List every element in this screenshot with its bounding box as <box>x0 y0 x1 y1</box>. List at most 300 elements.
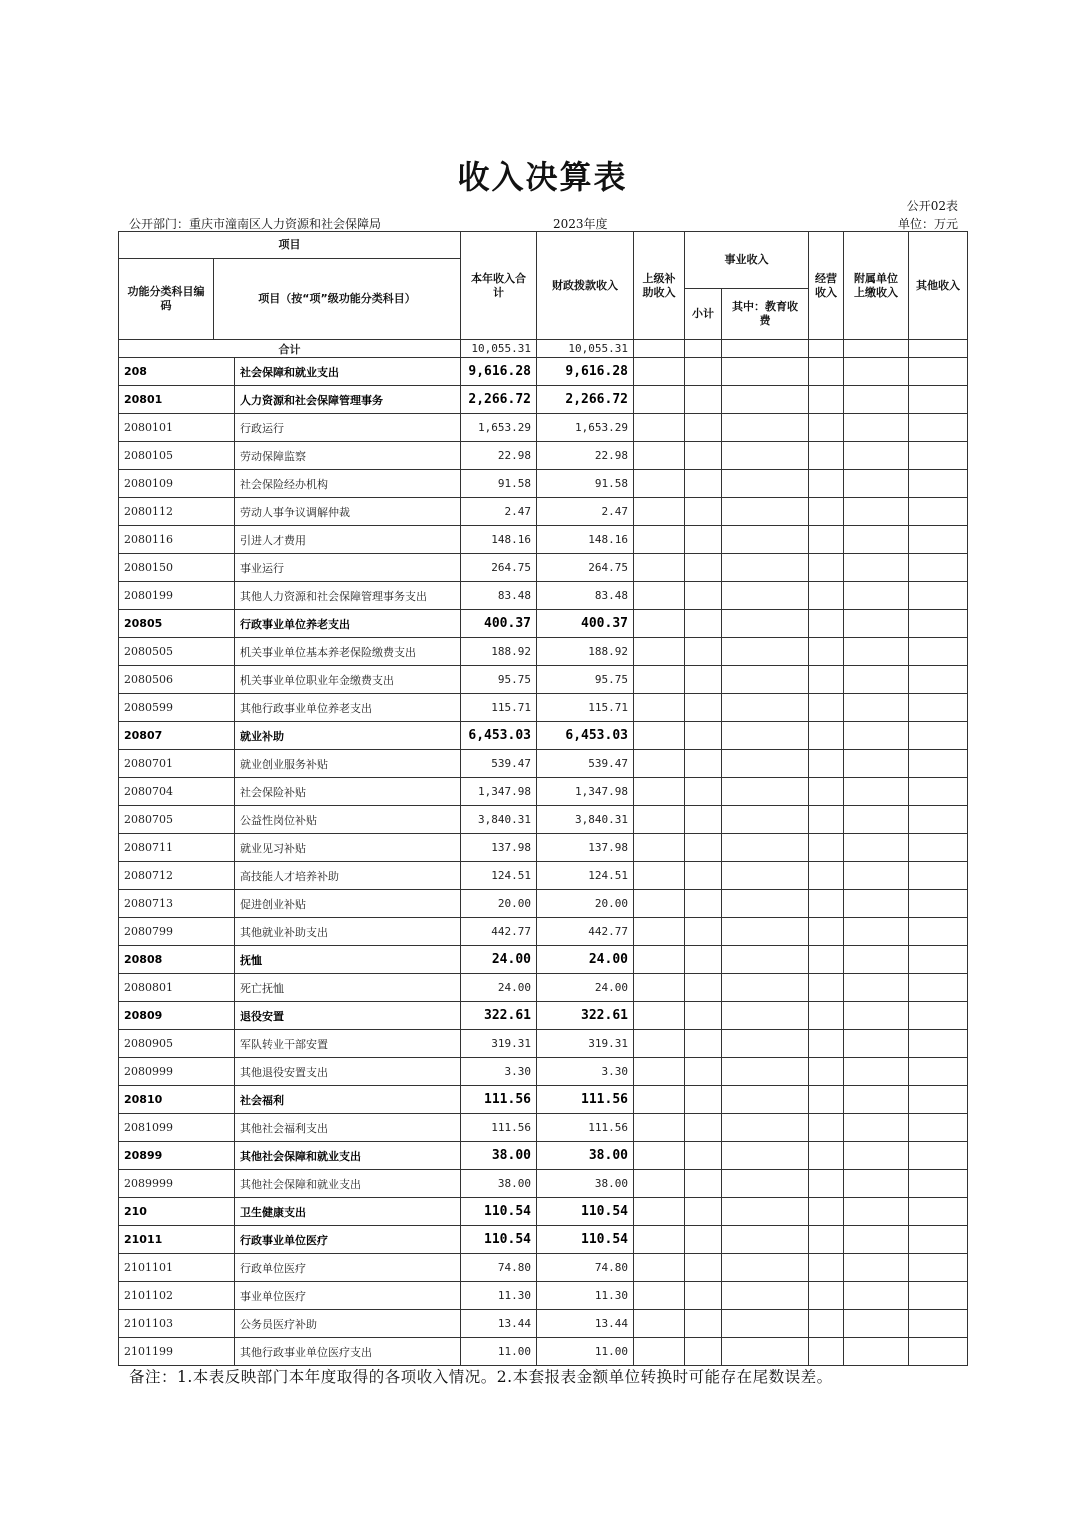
row-name: 机关事业单位基本养老保险缴费支出 <box>235 638 461 666</box>
row-business-subtotal <box>685 554 722 582</box>
row-total-income: 6,453.03 <box>461 722 537 750</box>
row-other <box>909 1198 968 1226</box>
row-other <box>909 946 968 974</box>
row-operating <box>809 890 844 918</box>
row-operating <box>809 414 844 442</box>
row-superior <box>634 946 685 974</box>
row-operating <box>809 1030 844 1058</box>
row-edu-fee <box>722 1058 809 1086</box>
row-code: 21011 <box>119 1226 235 1254</box>
row-business-subtotal <box>685 610 722 638</box>
row-other <box>909 666 968 694</box>
row-edu-fee <box>722 638 809 666</box>
total-fiscal-value: 10,055.31 <box>537 340 634 358</box>
row-code: 2089999 <box>119 1170 235 1198</box>
row-operating <box>809 638 844 666</box>
row-total-income: 110.54 <box>461 1198 537 1226</box>
table-row <box>119 666 968 694</box>
row-superior <box>634 974 685 1002</box>
table-body <box>119 340 968 1366</box>
row-edu-fee <box>722 918 809 946</box>
row-code: 2101102 <box>119 1282 235 1310</box>
row-code: 2101103 <box>119 1310 235 1338</box>
row-total-income: 24.00 <box>461 946 537 974</box>
row-name: 公务员医疗补助 <box>235 1310 461 1338</box>
row-total-income: 3.30 <box>461 1058 537 1086</box>
row-operating <box>809 862 844 890</box>
row-code: 2080701 <box>119 750 235 778</box>
row-code: 2080599 <box>119 694 235 722</box>
row-business-subtotal <box>685 442 722 470</box>
row-other <box>909 1254 968 1282</box>
row-fiscal: 13.44 <box>537 1310 634 1338</box>
row-name: 社会保险经办机构 <box>235 470 461 498</box>
row-name: 其他人力资源和社会保障管理事务支出 <box>235 582 461 610</box>
page-title: 收入决算表 <box>457 158 628 196</box>
table-row <box>119 526 968 554</box>
row-fiscal: 24.00 <box>537 974 634 1002</box>
row-other <box>909 694 968 722</box>
row-superior <box>634 1058 685 1086</box>
row-superior <box>634 414 685 442</box>
row-superior <box>634 582 685 610</box>
row-code: 2080801 <box>119 974 235 1002</box>
row-superior <box>634 694 685 722</box>
table-row <box>119 414 968 442</box>
table-row <box>119 862 968 890</box>
row-superior <box>634 722 685 750</box>
row-affiliated <box>844 1170 909 1198</box>
row-edu-fee <box>722 722 809 750</box>
row-other <box>909 834 968 862</box>
row-name: 其他行政事业单位医疗支出 <box>235 1338 461 1366</box>
row-code: 2101199 <box>119 1338 235 1366</box>
row-name: 行政事业单位养老支出 <box>235 610 461 638</box>
row-business-subtotal <box>685 1170 722 1198</box>
row-other <box>909 750 968 778</box>
row-other <box>909 414 968 442</box>
total-row <box>119 340 968 358</box>
row-operating <box>809 1198 844 1226</box>
row-total-income: 95.75 <box>461 666 537 694</box>
row-business-subtotal <box>685 806 722 834</box>
row-edu-fee <box>722 414 809 442</box>
row-edu-fee <box>722 890 809 918</box>
row-name: 社会福利 <box>235 1086 461 1114</box>
row-operating <box>809 1310 844 1338</box>
row-affiliated <box>844 974 909 1002</box>
row-total-income: 124.51 <box>461 862 537 890</box>
row-edu-fee <box>722 694 809 722</box>
row-superior <box>634 470 685 498</box>
row-total-income: 264.75 <box>461 554 537 582</box>
row-business-subtotal <box>685 1338 722 1366</box>
row-affiliated <box>844 1142 909 1170</box>
header-operating: 经营收入 <box>809 232 844 340</box>
row-code: 2080105 <box>119 442 235 470</box>
table-row <box>119 638 968 666</box>
row-affiliated <box>844 610 909 638</box>
row-business-subtotal <box>685 750 722 778</box>
row-name: 抚恤 <box>235 946 461 974</box>
row-code: 2080150 <box>119 554 235 582</box>
row-affiliated <box>844 890 909 918</box>
row-edu-fee <box>722 498 809 526</box>
table-row <box>119 1142 968 1170</box>
row-name: 其他社会保障和就业支出 <box>235 1170 461 1198</box>
row-fiscal: 91.58 <box>537 470 634 498</box>
row-superior <box>634 1282 685 1310</box>
row-superior <box>634 778 685 806</box>
row-name: 退役安置 <box>235 1002 461 1030</box>
row-superior <box>634 1142 685 1170</box>
row-edu-fee <box>722 554 809 582</box>
row-affiliated <box>844 694 909 722</box>
row-operating <box>809 946 844 974</box>
row-fiscal: 115.71 <box>537 694 634 722</box>
row-business-subtotal <box>685 1086 722 1114</box>
row-edu-fee <box>722 358 809 386</box>
row-total-income: 13.44 <box>461 1310 537 1338</box>
row-name: 行政运行 <box>235 414 461 442</box>
row-code: 2080999 <box>119 1058 235 1086</box>
row-superior <box>634 358 685 386</box>
row-total-income: 2,266.72 <box>461 386 537 414</box>
row-affiliated <box>844 1030 909 1058</box>
table-row <box>119 890 968 918</box>
row-edu-fee <box>722 386 809 414</box>
row-code: 2101101 <box>119 1254 235 1282</box>
row-total-income: 115.71 <box>461 694 537 722</box>
row-fiscal: 400.37 <box>537 610 634 638</box>
row-edu-fee <box>722 778 809 806</box>
row-superior <box>634 638 685 666</box>
row-superior <box>634 1310 685 1338</box>
row-code: 2080109 <box>119 470 235 498</box>
row-operating <box>809 1226 844 1254</box>
row-operating <box>809 582 844 610</box>
row-code: 20810 <box>119 1086 235 1114</box>
row-fiscal: 264.75 <box>537 554 634 582</box>
row-total-income: 110.54 <box>461 1226 537 1254</box>
row-business-subtotal <box>685 1310 722 1338</box>
row-affiliated <box>844 1086 909 1114</box>
row-fiscal: 22.98 <box>537 442 634 470</box>
table-row <box>119 750 968 778</box>
row-business-subtotal <box>685 862 722 890</box>
row-code: 2080112 <box>119 498 235 526</box>
row-name: 就业补助 <box>235 722 461 750</box>
row-business-subtotal <box>685 1142 722 1170</box>
row-fiscal: 111.56 <box>537 1114 634 1142</box>
row-code: 208 <box>119 358 235 386</box>
row-fiscal: 2,266.72 <box>537 386 634 414</box>
row-name: 其他就业补助支出 <box>235 918 461 946</box>
row-total-income: 188.92 <box>461 638 537 666</box>
row-name: 其他社会保障和就业支出 <box>235 1142 461 1170</box>
row-name: 事业运行 <box>235 554 461 582</box>
row-total-income: 2.47 <box>461 498 537 526</box>
row-superior <box>634 442 685 470</box>
row-fiscal: 188.92 <box>537 638 634 666</box>
row-edu-fee <box>722 1142 809 1170</box>
row-affiliated <box>844 1310 909 1338</box>
row-total-income: 442.77 <box>461 918 537 946</box>
row-fiscal: 6,453.03 <box>537 722 634 750</box>
row-affiliated <box>844 1282 909 1310</box>
row-affiliated <box>844 1338 909 1366</box>
total-income-value: 10,055.31 <box>461 340 537 358</box>
row-code: 20899 <box>119 1142 235 1170</box>
row-business-subtotal <box>685 358 722 386</box>
row-fiscal: 3.30 <box>537 1058 634 1086</box>
row-operating <box>809 386 844 414</box>
table-row <box>119 610 968 638</box>
header-fiscal: 财政拨款收入 <box>537 232 634 340</box>
row-name: 就业创业服务补贴 <box>235 750 461 778</box>
row-name: 人力资源和社会保障管理事务 <box>235 386 461 414</box>
row-other <box>909 1338 968 1366</box>
row-code: 2080506 <box>119 666 235 694</box>
row-superior <box>634 1114 685 1142</box>
row-operating <box>809 1142 844 1170</box>
row-total-income: 11.00 <box>461 1338 537 1366</box>
row-edu-fee <box>722 1226 809 1254</box>
header-edu-fee: 其中：教育收费 <box>722 289 809 340</box>
table-row <box>119 946 968 974</box>
row-affiliated <box>844 862 909 890</box>
row-other <box>909 1226 968 1254</box>
row-fiscal: 1,347.98 <box>537 778 634 806</box>
row-affiliated <box>844 778 909 806</box>
row-total-income: 11.30 <box>461 1282 537 1310</box>
row-name: 引进人才费用 <box>235 526 461 554</box>
row-business-subtotal <box>685 638 722 666</box>
row-fiscal: 111.56 <box>537 1086 634 1114</box>
row-other <box>909 1086 968 1114</box>
row-superior <box>634 862 685 890</box>
row-edu-fee <box>722 1198 809 1226</box>
row-affiliated <box>844 582 909 610</box>
row-superior <box>634 666 685 694</box>
table-row <box>119 1030 968 1058</box>
row-total-income: 20.00 <box>461 890 537 918</box>
row-other <box>909 554 968 582</box>
row-fiscal: 110.54 <box>537 1198 634 1226</box>
row-superior <box>634 554 685 582</box>
row-business-subtotal <box>685 1282 722 1310</box>
row-code: 2080116 <box>119 526 235 554</box>
row-affiliated <box>844 470 909 498</box>
row-other <box>909 638 968 666</box>
row-business-subtotal <box>685 470 722 498</box>
row-business-subtotal <box>685 890 722 918</box>
row-business-subtotal <box>685 834 722 862</box>
row-name: 行政单位医疗 <box>235 1254 461 1282</box>
row-name: 其他行政事业单位养老支出 <box>235 694 461 722</box>
row-other <box>909 1310 968 1338</box>
table-number: 公开02表 <box>906 199 958 213</box>
row-fiscal: 322.61 <box>537 1002 634 1030</box>
table-row <box>119 1282 968 1310</box>
row-other <box>909 1282 968 1310</box>
row-total-income: 319.31 <box>461 1030 537 1058</box>
row-name: 社会保险补贴 <box>235 778 461 806</box>
row-edu-fee <box>722 1002 809 1030</box>
row-total-income: 111.56 <box>461 1086 537 1114</box>
row-code: 20809 <box>119 1002 235 1030</box>
row-operating <box>809 694 844 722</box>
row-business-subtotal <box>685 666 722 694</box>
row-operating <box>809 1114 844 1142</box>
row-affiliated <box>844 750 909 778</box>
row-edu-fee <box>722 1282 809 1310</box>
table-row <box>119 1310 968 1338</box>
row-fiscal: 2.47 <box>537 498 634 526</box>
row-name: 行政事业单位医疗 <box>235 1226 461 1254</box>
row-affiliated <box>844 386 909 414</box>
row-other <box>909 1114 968 1142</box>
row-other <box>909 974 968 1002</box>
row-operating <box>809 358 844 386</box>
row-business-subtotal <box>685 974 722 1002</box>
row-fiscal: 38.00 <box>537 1142 634 1170</box>
row-total-income: 38.00 <box>461 1170 537 1198</box>
row-operating <box>809 666 844 694</box>
row-name: 就业见习补贴 <box>235 834 461 862</box>
header-superior: 上级补助收入 <box>634 232 685 340</box>
row-edu-fee <box>722 946 809 974</box>
footnote: 备注：1.本表反映部门本年度取得的各项收入情况。2.本套报表金额单位转换时可能存在尾数误差。 <box>129 1368 833 1386</box>
table-row <box>119 554 968 582</box>
row-affiliated <box>844 1058 909 1086</box>
row-total-income: 83.48 <box>461 582 537 610</box>
row-superior <box>634 1226 685 1254</box>
row-fiscal: 319.31 <box>537 1030 634 1058</box>
row-code: 2080704 <box>119 778 235 806</box>
row-business-subtotal <box>685 1002 722 1030</box>
row-code: 2080199 <box>119 582 235 610</box>
header-item: 项目 <box>119 232 461 259</box>
row-fiscal: 11.00 <box>537 1338 634 1366</box>
row-business-subtotal <box>685 778 722 806</box>
row-fiscal: 83.48 <box>537 582 634 610</box>
table-header <box>119 232 968 340</box>
row-name: 劳动人事争议调解仲裁 <box>235 498 461 526</box>
table-row <box>119 470 968 498</box>
row-fiscal: 1,653.29 <box>537 414 634 442</box>
row-affiliated <box>844 666 909 694</box>
row-superior <box>634 1254 685 1282</box>
row-total-income: 38.00 <box>461 1142 537 1170</box>
row-code: 20807 <box>119 722 235 750</box>
row-name: 军队转业干部安置 <box>235 1030 461 1058</box>
row-total-income: 74.80 <box>461 1254 537 1282</box>
row-total-income: 3,840.31 <box>461 806 537 834</box>
row-name: 其他社会福利支出 <box>235 1114 461 1142</box>
table-row <box>119 1198 968 1226</box>
row-name: 卫生健康支出 <box>235 1198 461 1226</box>
row-fiscal: 137.98 <box>537 834 634 862</box>
row-edu-fee <box>722 1170 809 1198</box>
table-row <box>119 1058 968 1086</box>
row-other <box>909 1170 968 1198</box>
row-total-income: 539.47 <box>461 750 537 778</box>
table-row <box>119 442 968 470</box>
row-code: 2080711 <box>119 834 235 862</box>
row-fiscal: 74.80 <box>537 1254 634 1282</box>
row-edu-fee <box>722 442 809 470</box>
row-affiliated <box>844 722 909 750</box>
row-superior <box>634 526 685 554</box>
table-row <box>119 1086 968 1114</box>
row-other <box>909 1142 968 1170</box>
header-other: 其他收入 <box>909 232 968 340</box>
row-affiliated <box>844 526 909 554</box>
row-edu-fee <box>722 470 809 498</box>
row-superior <box>634 386 685 414</box>
row-affiliated <box>844 358 909 386</box>
row-fiscal: 3,840.31 <box>537 806 634 834</box>
row-other <box>909 722 968 750</box>
row-business-subtotal <box>685 1030 722 1058</box>
table-row <box>119 498 968 526</box>
row-code: 2080799 <box>119 918 235 946</box>
table-row <box>119 778 968 806</box>
header-total-income: 本年收入合计 <box>461 232 537 340</box>
row-total-income: 111.56 <box>461 1114 537 1142</box>
row-total-income: 148.16 <box>461 526 537 554</box>
table-row <box>119 1254 968 1282</box>
row-business-subtotal <box>685 582 722 610</box>
row-operating <box>809 1086 844 1114</box>
row-business-subtotal <box>685 1254 722 1282</box>
row-code: 20805 <box>119 610 235 638</box>
row-superior <box>634 1170 685 1198</box>
row-business-subtotal <box>685 694 722 722</box>
row-code: 210 <box>119 1198 235 1226</box>
row-edu-fee <box>722 526 809 554</box>
department-label: 公开部门：重庆市潼南区人力资源和社会保障局 <box>129 217 382 231</box>
table-row <box>119 1002 968 1030</box>
row-total-income: 137.98 <box>461 834 537 862</box>
row-superior <box>634 498 685 526</box>
row-business-subtotal <box>685 1058 722 1086</box>
row-affiliated <box>844 1226 909 1254</box>
row-edu-fee <box>722 1114 809 1142</box>
row-fiscal: 38.00 <box>537 1170 634 1198</box>
row-operating <box>809 778 844 806</box>
row-edu-fee <box>722 750 809 778</box>
row-edu-fee <box>722 610 809 638</box>
table-row <box>119 1226 968 1254</box>
table-row <box>119 1114 968 1142</box>
row-edu-fee <box>722 1086 809 1114</box>
header-name: 项目（按“项”级功能分类科目） <box>214 259 461 340</box>
row-fiscal: 442.77 <box>537 918 634 946</box>
row-business-subtotal <box>685 1114 722 1142</box>
row-edu-fee <box>722 974 809 1002</box>
row-superior <box>634 1030 685 1058</box>
row-name: 促进创业补贴 <box>235 890 461 918</box>
table-row <box>119 1170 968 1198</box>
row-edu-fee <box>722 1254 809 1282</box>
row-fiscal: 9,616.28 <box>537 358 634 386</box>
row-operating <box>809 806 844 834</box>
table-row <box>119 386 968 414</box>
row-business-subtotal <box>685 498 722 526</box>
row-edu-fee <box>722 1338 809 1366</box>
